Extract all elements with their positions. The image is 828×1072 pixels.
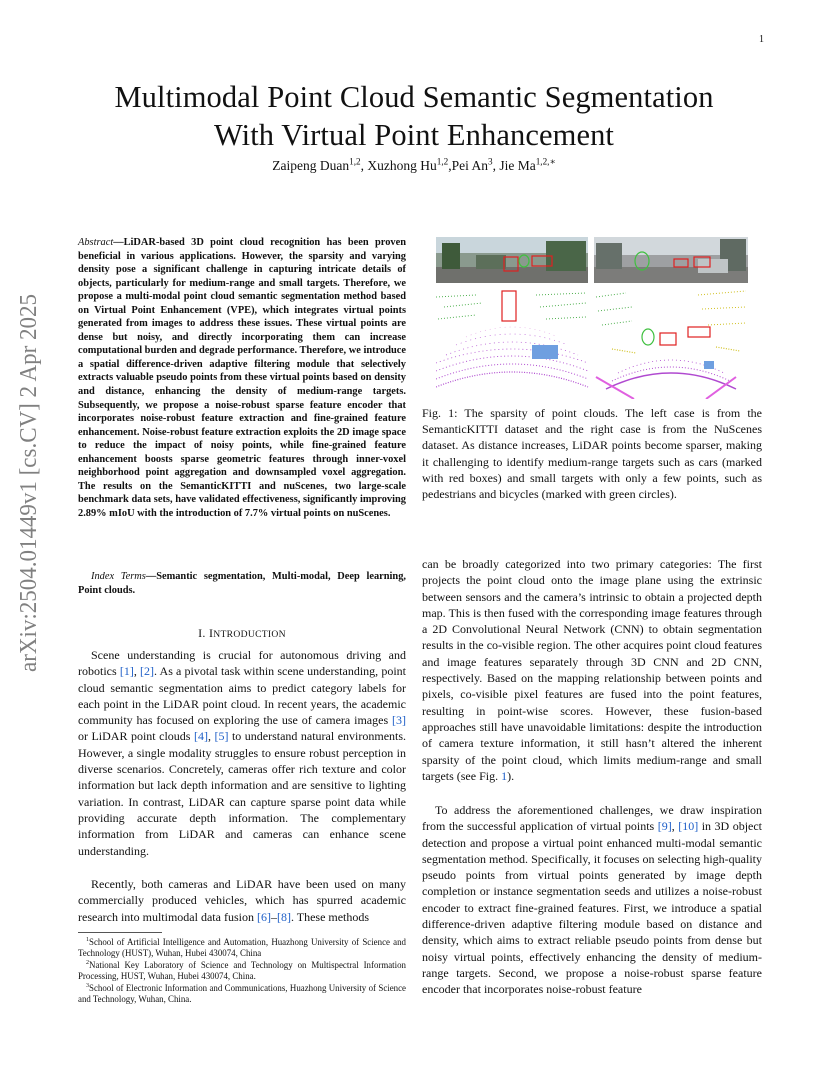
author-affiliation-mark: 1,2: [349, 156, 361, 167]
page-number: 1: [759, 34, 764, 45]
arxiv-stamp-text: arXiv:2504.01449v1 [cs.CV] 2 Apr 2025: [16, 292, 42, 672]
footnote-mark: 2: [86, 959, 90, 966]
right-paragraph-1: [422, 556, 762, 784]
paragraph-text: Scene understanding is crucial for autonomous driving and robotics: [78, 648, 406, 679]
abstract: [78, 236, 406, 520]
author-list: Zaipeng Duan$^{1,2}$, Xuzhong Hu$^{1,2}$,Pei An$^3$, Jie $Ma^{1,2,∗}$: [272, 156, 556, 173]
abstract-text: —LiDAR-based 3D point cloud recognition has been proven beneficial in various applications. However, the sparsity and varying density pose a significant challenge in capturing intricate details of objects, particularly for medium-range and small targets. Therefore, we propose a multi-modal point cloud semantic segmentation method based on Virtual Point Enhancement (VPE), which integrates virtual points generated from images to address these issues. These virtual points are dense but noisy, and directly incorporating them can increase computational burden and degrade performance. Therefore, we introduce a spatial difference-driven adaptive filtering module that selectively extracts valuable pseudo points from these virtual points based on density and distance, enhancing the density of medium-range targets. Subsequently, we propose a noise-robust sparse feature encoder that incorporates noise-robust feature extraction and fine-grained feature enhancement. Noise-robust feature extraction exploits the 2D image space to reduce the impact of noisy points, while fine-grained feature enhancement boosts sparse geometric features through inner-voxel neighborhood point aggregation and downsampled voxel aggregation. The results on the SemanticKITTI and nuScenes, two large-scale benchmark data sets, have validated effectiveness, significantly improving 2.89% mIoU with the introduction of 7.7% virtual points on nuScenes.: [78, 237, 406, 519]
paragraph-text: Recently, both cameras and LiDAR have been used on many commercially produced vehicles, which has spurred academic research into multimodal data fusion: [78, 877, 406, 924]
author-name: Jie Ma: [499, 158, 536, 173]
figure-1: [436, 237, 748, 399]
nuscenes-camera-image: [594, 237, 748, 283]
paragraph-text: To address the aforementioned challenges, we draw inspiration from the successful application of virtual points: [422, 803, 762, 834]
footnote: [78, 937, 406, 960]
citation-link[interactable]: [3]: [392, 713, 406, 728]
title-line-2: With Virtual Point Enhancement: [213, 118, 615, 152]
paragraph-text: in 3D object detection and propose a virtual point enhanced multi-modal semantic segmentation method. Specifically, it focuses on selecting high-quality pseudo points from virtual points generated by image depth completion or instance segmentation seeds and utilizes a noise-robust encoder to extract fine-grained features. First, we introduce a spatial difference-driven adaptive filtering module based on distance and density, which aims to extract reliable pseudo points from dense but noisy virtual points, effectively enhancing the density of medium-range targets. Second, we propose a noise-robust sparse feature encoder that incorporates noise-robust feature: [422, 819, 763, 997]
title-line-1: Multimodal Point Cloud Semantic Segmentation: [114, 80, 714, 114]
author-name: Zaipeng Duan: [272, 158, 350, 173]
paragraph-text: ).: [507, 768, 515, 783]
paragraph-text: or LiDAR point clouds: [78, 729, 194, 744]
nuscenes-point-cloud: [594, 287, 748, 399]
citation-link[interactable]: [9]: [657, 819, 672, 834]
section-heading-introduction: [78, 626, 406, 641]
citation-link[interactable]: [10]: [678, 819, 699, 834]
index-terms-text: —Semantic segmentation, Multi-modal, Deep learning, Point clouds.: [78, 571, 407, 596]
citation-link[interactable]: [8]: [276, 909, 291, 924]
paragraph-text: . These methods: [290, 909, 370, 924]
citation-link[interactable]: [2]: [140, 664, 155, 679]
footnote-text: National Key Laboratory of Science and Technology on Multispectral Information Processing, HUST, Wuhan, Hubei 430074, China.: [78, 959, 406, 982]
author-affiliation-mark: 1,2: [436, 156, 449, 167]
section-number: I.: [198, 626, 209, 640]
right-paragraph-2: [422, 802, 762, 998]
paragraph-text: ,: [671, 819, 679, 834]
paragraph-text: ,: [133, 664, 141, 679]
citation-link[interactable]: 1: [501, 768, 508, 783]
footnote-mark: 1: [86, 937, 90, 944]
intro-paragraph-2: [78, 876, 406, 925]
footnote-text: School of Artificial Intelligence and Automation, Huazhong University of Science and Technology (HUST), Wuhan, Hubei 430074, China: [78, 937, 406, 959]
citation-link[interactable]: [4]: [193, 729, 208, 744]
index-terms-label: Index Terms: [91, 571, 146, 582]
citation-link[interactable]: [5]: [214, 729, 229, 744]
paragraph-text: can be broadly categorized into two primary categories: The first projects the point cloud onto the image plane using the extrinsic between sensors and the camera’s intrinsic to obtain a projected depth map. This is then fused with the corresponding image features through a 2D Convolutional Neural Network (CNN) to obtain segmentation results in the co-visible region. The other acquires point cloud features and image features separately through 3D CNN and 2D CNN, respectively. Based on the mapping relationship between points and pixels, co-visible pixel features are fused into the point features, resulting in point-wise scores. However, these fusion-based approaches still have unavoidable limitations: despite the introduction of camera texture information, it still hasn’t altered the inherent sparsity of the point cloud, which limits medium-range and small targets (see Fig.: [422, 557, 762, 783]
footnote-rule: [78, 932, 162, 933]
intro-paragraph-1: [78, 647, 406, 859]
paragraph-text: ,: [207, 729, 215, 744]
footnote: [78, 983, 406, 1006]
kitti-point-cloud: [436, 287, 588, 399]
figure-1-caption: Fig. 1: The sparsity of point clouds. The left case is from the SemanticKITTI dataset and the right case is from the NuScenes dataset. As distance increases, LiDAR points become sparser, making it challenging to identify medium-range targets such as cars (marked with red boxes) and small targets with only a few points, such as pedestrians and bicycles (marked with green circles).: [422, 406, 762, 502]
citation-link[interactable]: [6]: [256, 909, 271, 924]
footnote: [78, 960, 406, 983]
abstract-label: Abstract: [78, 237, 114, 248]
paragraph-text: –: [270, 909, 277, 924]
author-name: Xuzhong Hu: [367, 158, 437, 173]
author-name: Pei An: [451, 158, 488, 173]
section-title-initial: I: [209, 626, 214, 640]
arxiv-stamp: [6, 292, 46, 672]
index-terms: [78, 570, 406, 597]
footnote-mark: 3: [86, 982, 90, 989]
citation-link[interactable]: [1]: [119, 664, 134, 679]
paper-title: [60, 78, 768, 154]
paragraph-text: . As a pivotal task within scene understanding, point cloud semantic segmentation aims to predict category labels for each point in the LiDAR point cloud. In recent years, the academic community has focused on exploring the use of camera images: [78, 664, 406, 728]
kitti-camera-image: [436, 237, 588, 283]
footnote-text: School of Electronic Information and Communications, Huazhong University of Science and Technology, Wuhan, China.: [78, 982, 406, 1005]
author-affiliation-mark: 1,2,∗: [535, 156, 556, 167]
author-affiliation-mark: 3: [487, 156, 493, 167]
paragraph-text: to understand natural environments. However, a single modality struggles to ensure robust perception in diverse scenarios. Concretely, cameras offer rich texture and color information but lack depth information and are sensitive to lighting variation. In contrast, LiDAR can capture sparse point data while providing accurate depth information. The complementary information from LiDAR and cameras can enhance scene understanding.: [78, 729, 407, 858]
section-title-rest: NTRODUCTION: [213, 629, 286, 640]
footnotes: [78, 937, 406, 1005]
